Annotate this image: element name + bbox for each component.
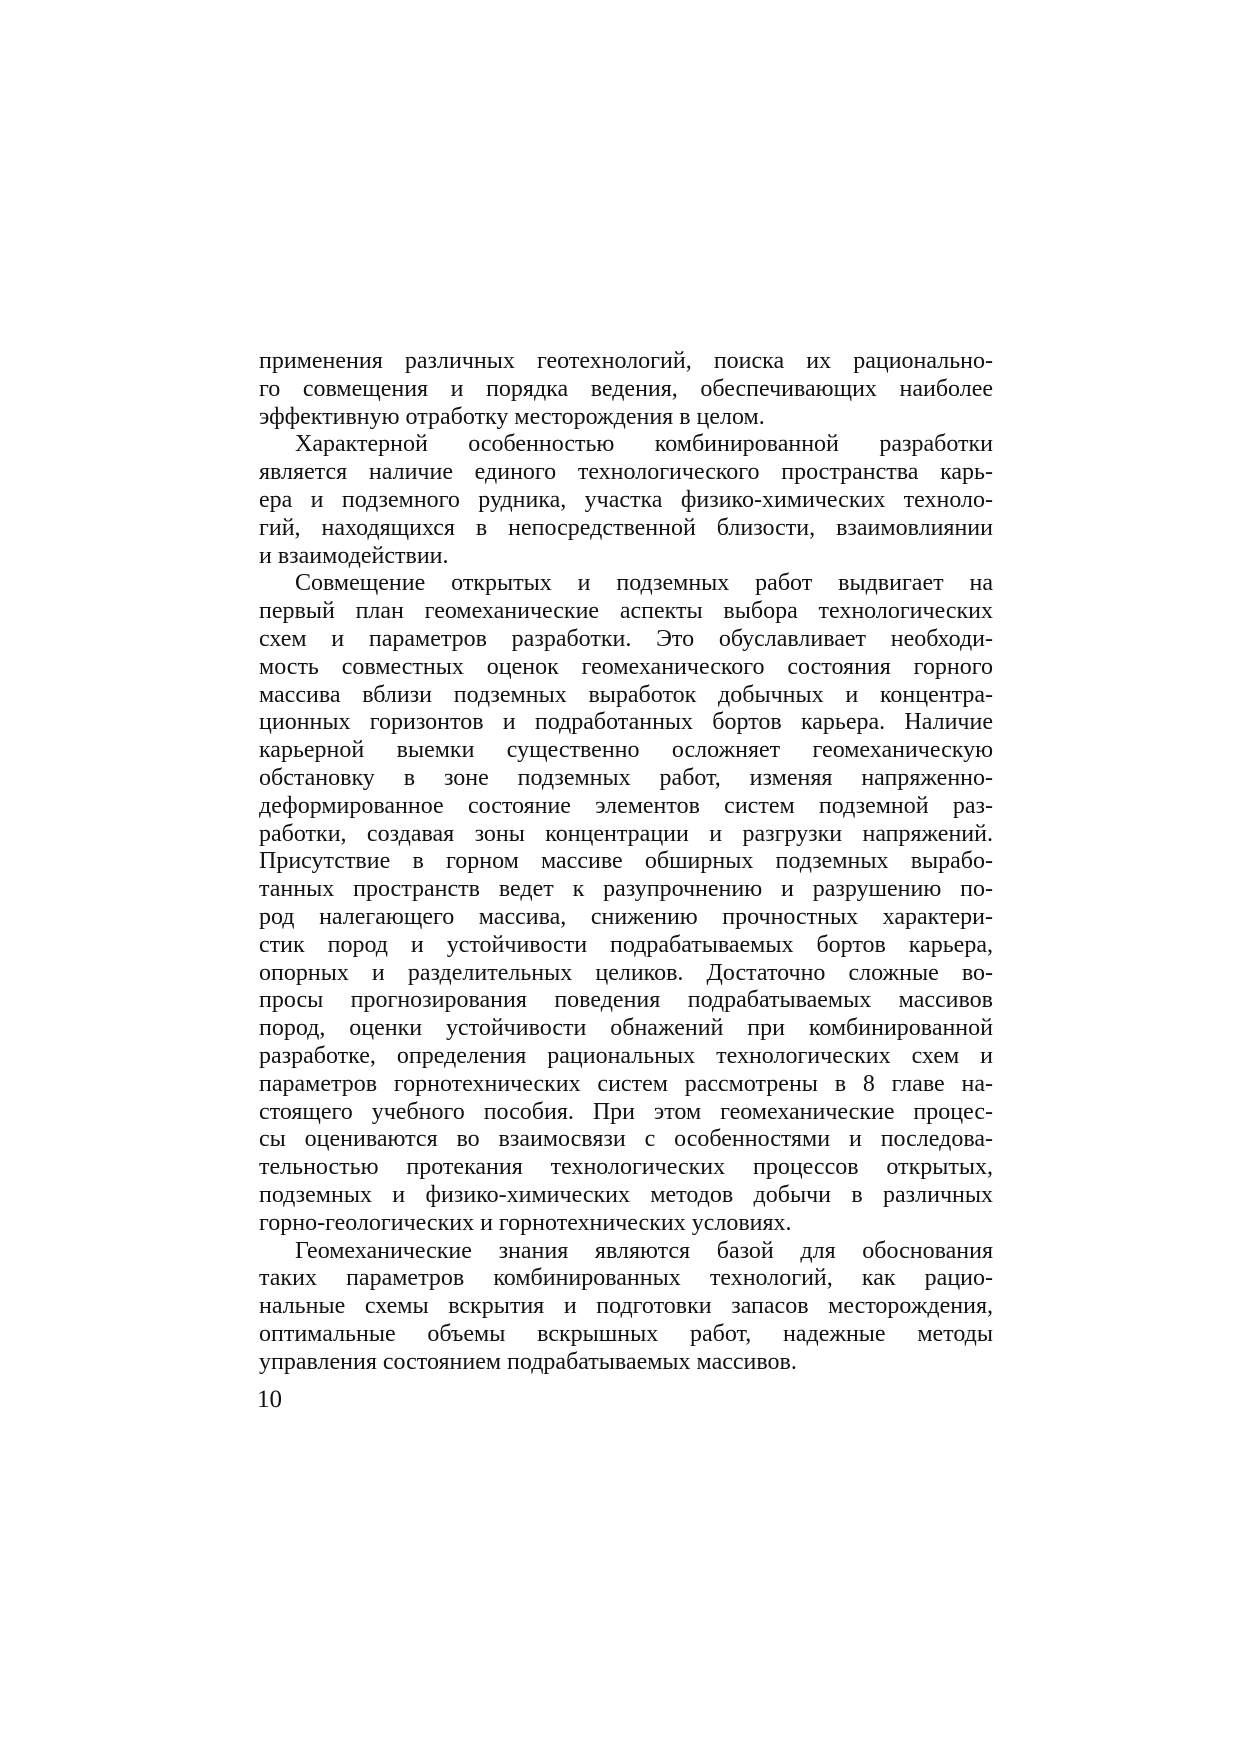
page-number: 10 [257,1386,282,1413]
text-line: ера и подземного рудника, участка физико-химических техноло- [259,486,993,513]
text-line: работки, создавая зоны концентрации и разгрузки напряжений. [259,820,993,847]
text-line: стоящего учебного пособия. При этом геомеханические процес- [259,1098,993,1125]
text-line: эффективную отработку месторождения в целом. [259,403,765,430]
paragraph [259,1238,993,1377]
text-line: и взаимодействии. [259,542,449,569]
text-line: го совмещения и порядка ведения, обеспечивающих наиболее [259,375,993,402]
text-line: тельностью протекания технологических процессов открытых, [259,1154,993,1181]
text-line: применения различных геотехнологий, поиска их рационально- [259,348,993,374]
text-line: мость совместных оценок геомеханического состояния горного [259,653,993,680]
text-line: Геомеханические знания являются базой для обоснования [295,1237,993,1264]
text-line: стик пород и устойчивости подрабатываемых бортов карьера, [259,931,993,958]
text-line: карьерной выемки существенно осложняет геомеханическую [259,737,993,764]
text-line: схем и параметров разработки. Это обуславливает необходи- [259,625,993,652]
text-line: просы прогнозирования поведения подрабатываемых массивов [259,987,993,1014]
text-line: первый план геомеханические аспекты выбора технологических [259,598,993,625]
text-line: Присутствие в горном массиве обширных подземных вырабо- [259,848,993,875]
text-line: является наличие единого технологического пространства карь- [259,459,993,486]
text-line: параметров горнотехнических систем рассмотрены в 8 главе на- [259,1070,993,1097]
text-line: горно-геологических и горнотехнических условиях. [259,1209,792,1236]
text-line: оптимальные объемы вскрышных работ, надежные методы [259,1320,993,1347]
text-line: ционных горизонтов и подработанных бортов карьера. Наличие [259,709,993,736]
text-line: обстановку в зоне подземных работ, изменяя напряженно- [259,764,993,791]
paragraph [259,348,993,431]
text-line: сы оцениваются во взаимосвязи с особенностями и последова- [259,1126,993,1153]
text-line: деформированное состояние элементов систем подземной раз- [259,792,993,819]
text-line: род налегающего массива, снижению прочностных характери- [259,903,993,930]
text-line: разработке, определения рациональных технологических схем и [259,1042,993,1069]
text-line: Совмещение открытых и подземных работ выдвигает на [295,570,993,597]
text-line: таких параметров комбинированных технологий, как рацио- [259,1265,993,1292]
body-text [259,348,993,1376]
text-line: гий, находящихся в непосредственной близости, взаимовлиянии [259,514,993,541]
text-line: пород, оценки устойчивости обнажений при комбинированной [259,1015,993,1042]
text-line: Характерной особенностью комбинированной разработки [295,431,993,458]
text-line: танных пространств ведет к разупрочнению и разрушению по- [259,876,993,903]
text-line: массива вблизи подземных выработок добычных и концентра- [259,681,993,708]
paragraph [259,570,993,1237]
text-line: управления состоянием подрабатываемых массивов. [259,1348,797,1375]
paragraph [259,431,993,570]
text-line: нальные схемы вскрытия и подготовки запасов месторождения, [259,1293,993,1320]
text-line: опорных и разделительных целиков. Достаточно сложные во- [259,959,993,986]
text-line: подземных и физико-химических методов добычи в различных [259,1181,993,1208]
